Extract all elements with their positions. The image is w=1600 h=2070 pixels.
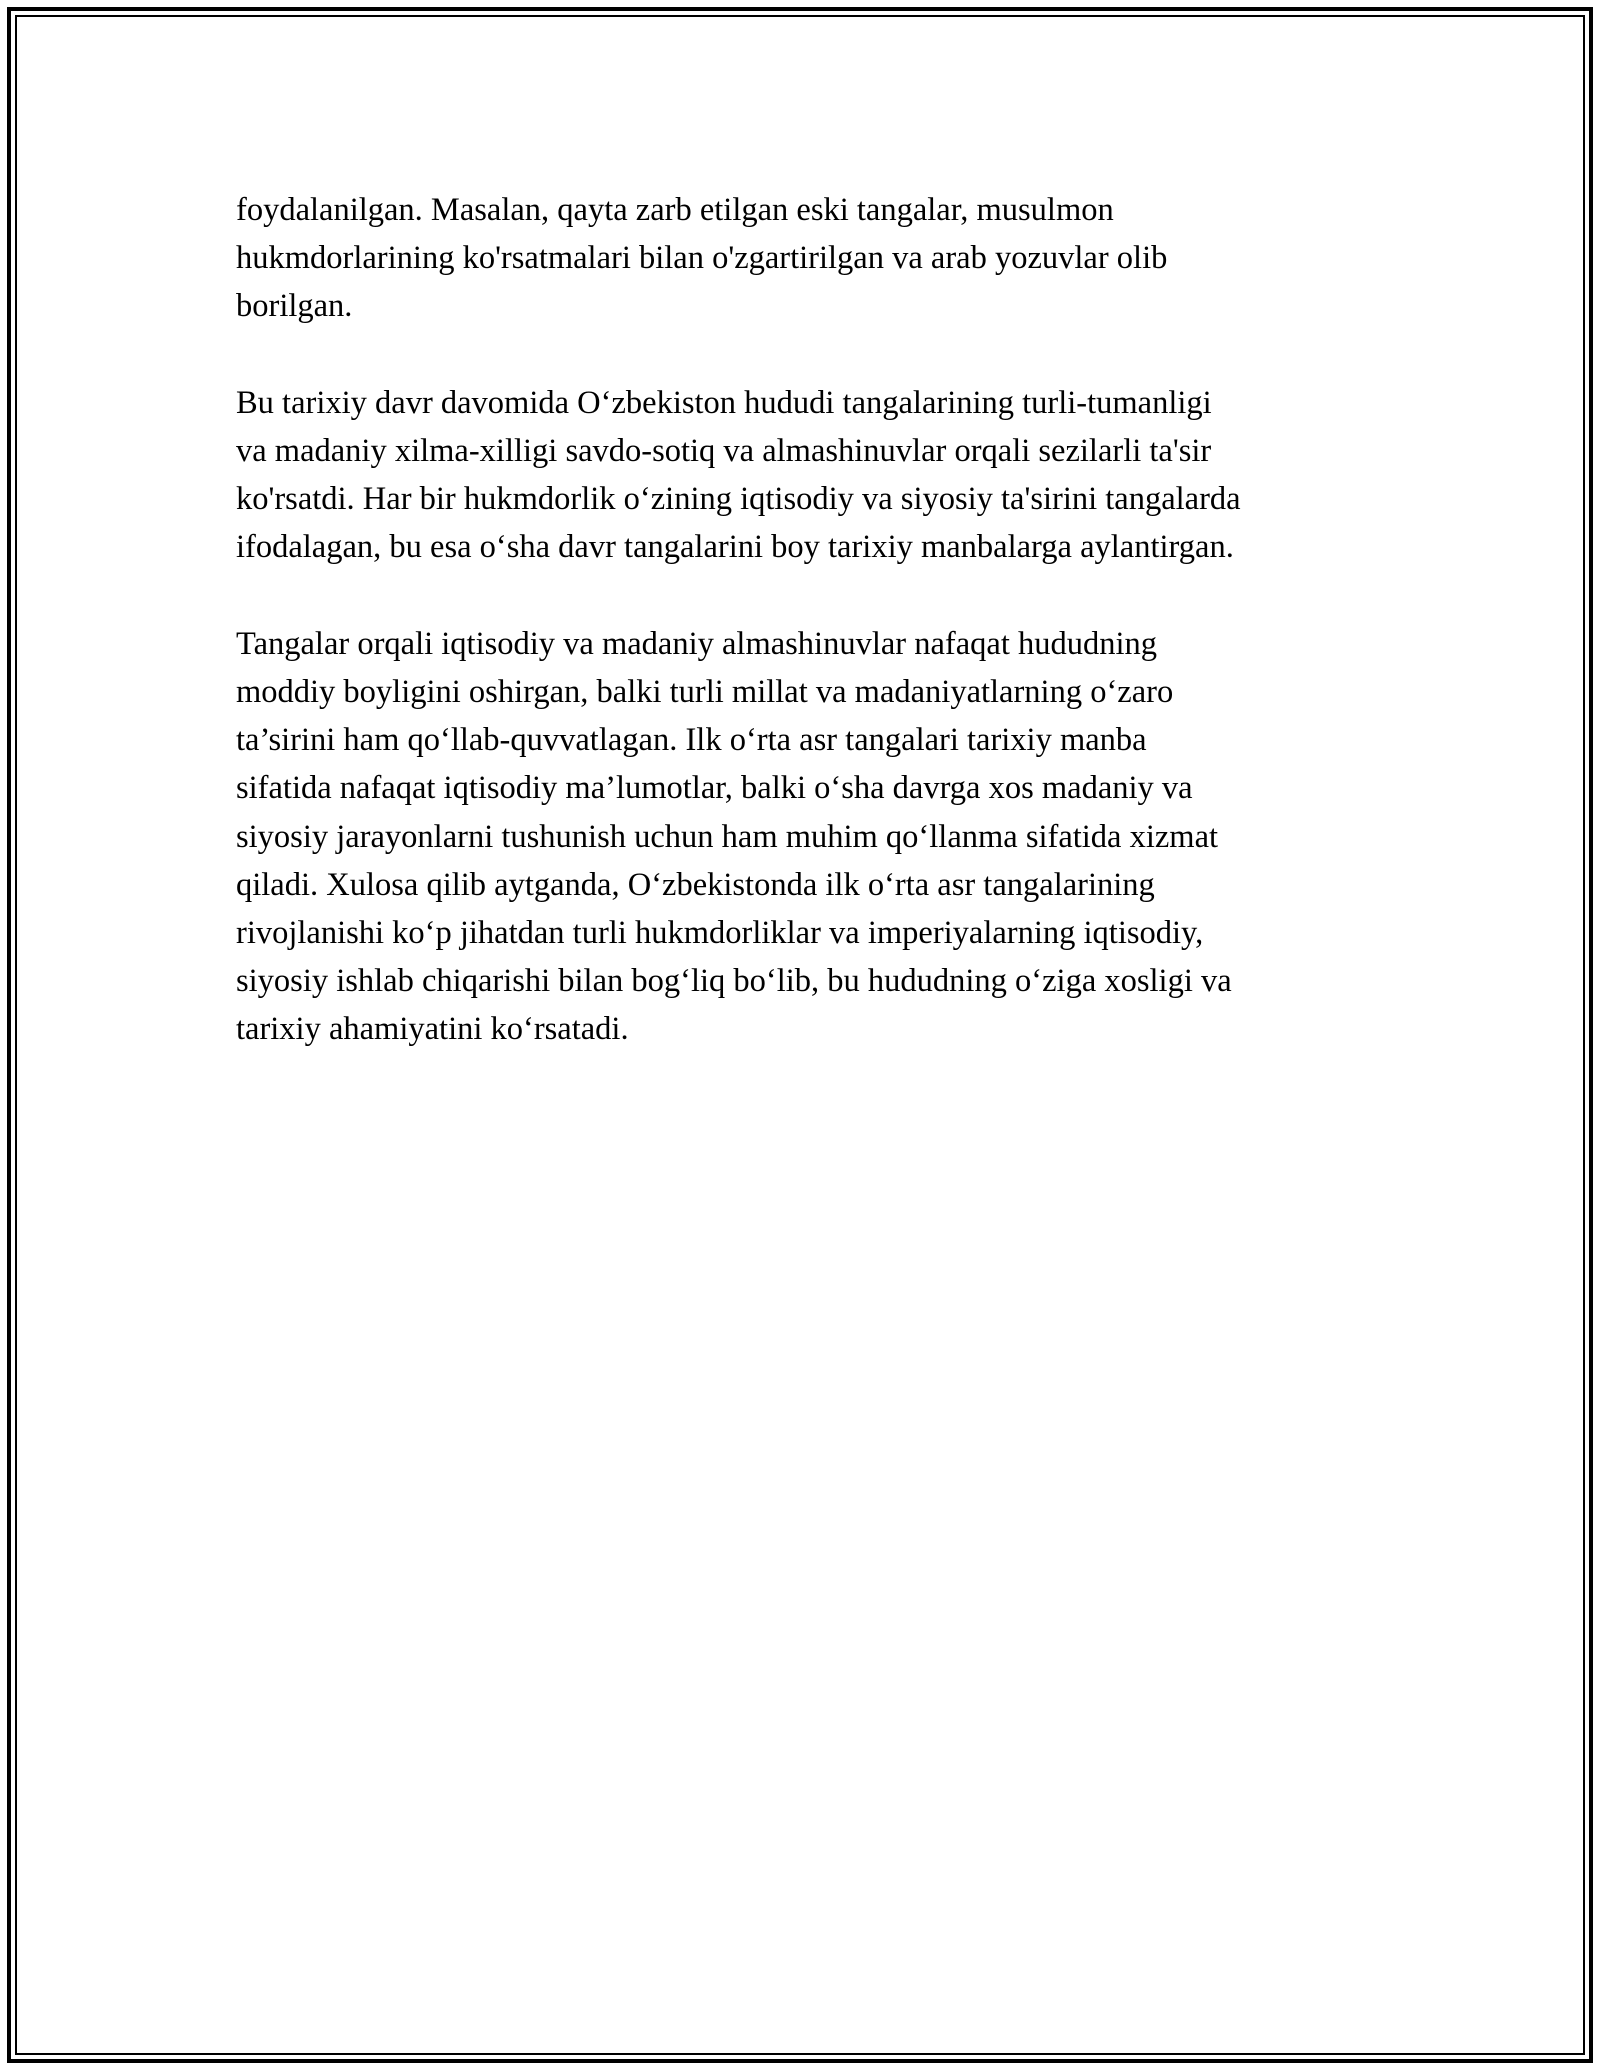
text-line: foydalanilgan. Masalan, qayta zarb etilgan eski tangalar, musulmon xyxy=(236,192,1114,228)
text-line: Bu tarixiy davr davomida O‘zbekiston hududi tangalarining turli-tumanligi xyxy=(236,384,1212,421)
paragraph-1 xyxy=(236,186,1366,331)
text-line: sifatida nafaqat iqtisodiy ma’lumotlar, balki o‘sha davrga xos madaniy va xyxy=(236,770,1193,807)
text-line: va madaniy xilma-xilligi savdo-sotiq va almashinuvlar orqali sezilarli ta'sir xyxy=(236,433,1212,469)
text-line: tarixiy ahamiyatini ko‘rsatadi. xyxy=(236,1011,629,1048)
document-body xyxy=(236,186,1366,1102)
text-line: ifodalagan, bu esa o‘sha davr tangalarini boy tarixiy manbalarga aylantirgan. xyxy=(236,529,1234,566)
text-line: borilgan. xyxy=(236,288,353,325)
text-line: ko'rsatdi. Har bir hukmdorlik o‘zining iqtisodiy va siyosiy ta'sirini tangalarda xyxy=(236,481,1241,518)
text-line: rivojlanishi ko‘p jihatdan turli hukmdorliklar va imperiyalarning iqtisodiy, xyxy=(236,915,1204,952)
paragraph-2 xyxy=(236,379,1366,572)
text-line: siyosiy ishlab chiqarishi bilan bog‘liq bo‘lib, bu hududning o‘ziga xosligi va xyxy=(236,963,1232,1000)
text-line: hukmdorlarining ko'rsatmalari bilan o'zgartirilgan va arab yozuvlar olib xyxy=(236,240,1168,277)
text-line: siyosiy jarayonlarni tushunish uchun ham muhim qo‘llanma sifatida xizmat xyxy=(236,818,1219,855)
text-line: qiladi. Xulosa qilib aytganda, O‘zbekistonda ilk o‘rta asr tangalarining xyxy=(236,866,1155,903)
text-line: moddiy boyligini oshirgan, balki turli millat va madaniyatlarning o‘zaro xyxy=(236,674,1174,710)
text-line: Tangalar orqali iqtisodiy va madaniy almashinuvlar nafaqat hududning xyxy=(236,625,1158,662)
text-line: ta’sirini ham qo‘llab-quvvatlagan. Ilk o‘rta asr tangalari tarixiy manba xyxy=(236,722,1147,759)
paragraph-3 xyxy=(236,620,1366,1054)
